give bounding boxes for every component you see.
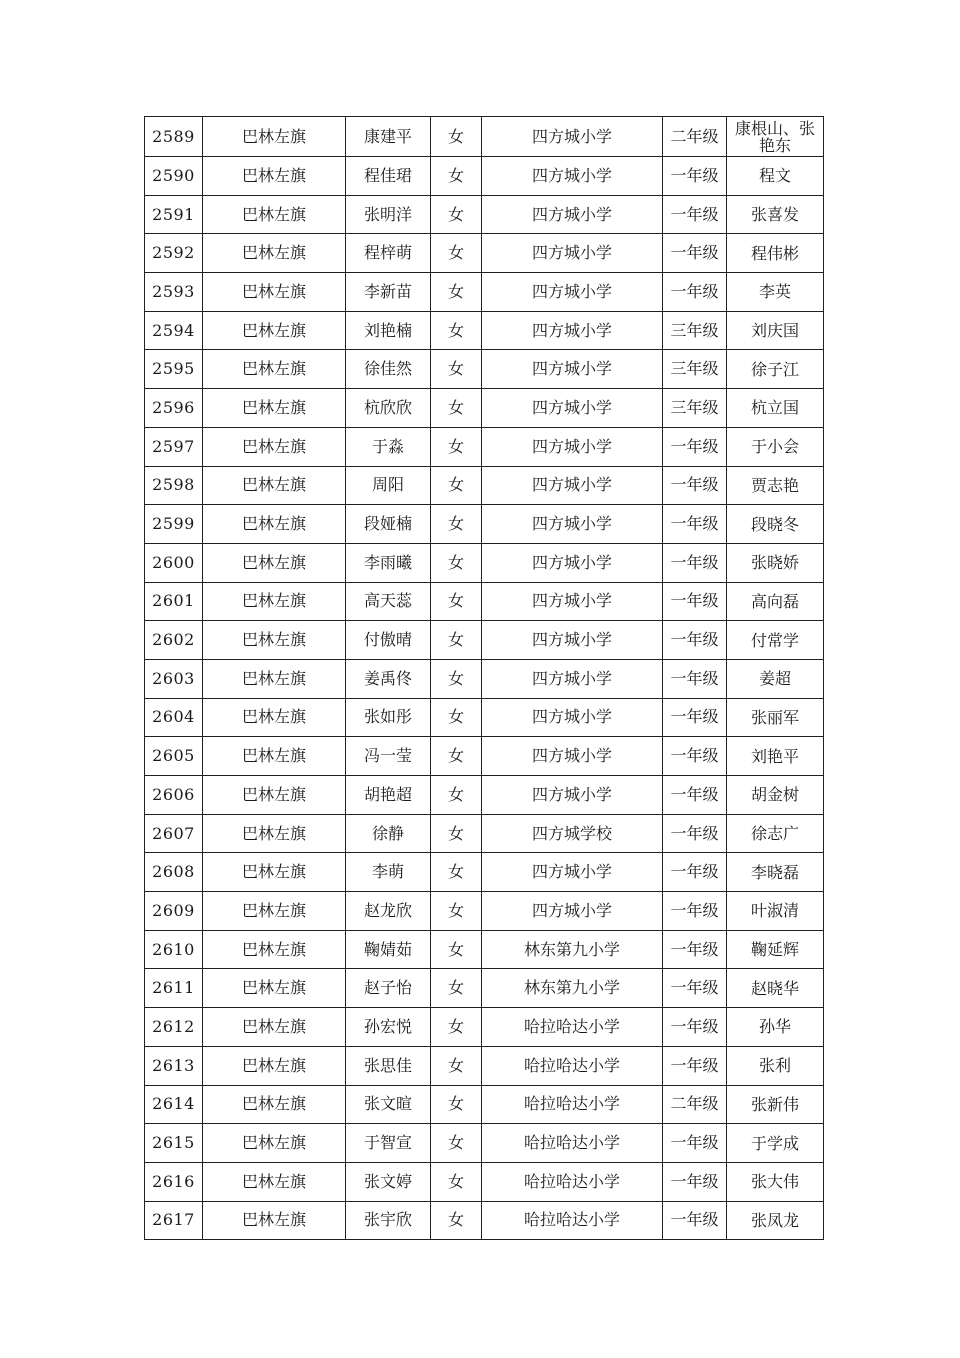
cell-parent-name: 付常学: [727, 621, 824, 660]
cell-grade: 一年级: [663, 853, 727, 892]
cell-region: 巴林左旗: [203, 1085, 346, 1124]
cell-school: 哈拉哈达小学: [482, 1046, 663, 1085]
cell-number: 2617: [145, 1201, 203, 1240]
cell-parent-name: 张晓娇: [727, 543, 824, 582]
table-row: [145, 311, 824, 350]
cell-gender: 女: [431, 1085, 482, 1124]
cell-gender: 女: [431, 582, 482, 621]
cell-number: 2603: [145, 659, 203, 698]
table-row: [145, 466, 824, 505]
cell-school: 四方城小学: [482, 737, 663, 776]
cell-number: 2609: [145, 892, 203, 931]
cell-school: 四方城小学: [482, 698, 663, 737]
cell-student-name: 段娅楠: [346, 505, 431, 544]
cell-school: 哈拉哈达小学: [482, 1008, 663, 1047]
cell-region: 巴林左旗: [203, 505, 346, 544]
cell-number: 2616: [145, 1162, 203, 1201]
cell-school: 哈拉哈达小学: [482, 1201, 663, 1240]
cell-region: 巴林左旗: [203, 892, 346, 931]
cell-school: 四方城小学: [482, 389, 663, 428]
table-row: [145, 1201, 824, 1240]
cell-number: 2612: [145, 1008, 203, 1047]
cell-grade: 一年级: [663, 621, 727, 660]
cell-number: 2610: [145, 930, 203, 969]
cell-school: 四方城小学: [482, 273, 663, 312]
cell-school: 哈拉哈达小学: [482, 1124, 663, 1163]
cell-parent-name: 孙华: [727, 1008, 824, 1047]
cell-gender: 女: [431, 543, 482, 582]
cell-grade: 一年级: [663, 814, 727, 853]
table-row: [145, 117, 824, 157]
cell-parent-name: 张大伟: [727, 1162, 824, 1201]
cell-student-name: 孙宏悦: [346, 1008, 431, 1047]
cell-grade: 三年级: [663, 350, 727, 389]
cell-parent-name: 段晓冬: [727, 505, 824, 544]
cell-student-name: 姜禹佟: [346, 659, 431, 698]
table-row: [145, 930, 824, 969]
cell-region: 巴林左旗: [203, 853, 346, 892]
cell-number: 2600: [145, 543, 203, 582]
cell-parent-name: 李晓磊: [727, 853, 824, 892]
cell-student-name: 张明洋: [346, 195, 431, 234]
cell-gender: 女: [431, 659, 482, 698]
table-row: [145, 505, 824, 544]
cell-parent-name: 贾志艳: [727, 466, 824, 505]
cell-school: 四方城小学: [482, 350, 663, 389]
cell-school: 四方城小学: [482, 543, 663, 582]
cell-parent-name: 程伟彬: [727, 234, 824, 273]
cell-student-name: 杭欣欣: [346, 389, 431, 428]
cell-grade: 一年级: [663, 1201, 727, 1240]
cell-parent-name: 赵晓华: [727, 969, 824, 1008]
cell-region: 巴林左旗: [203, 969, 346, 1008]
cell-gender: 女: [431, 1124, 482, 1163]
cell-gender: 女: [431, 195, 482, 234]
cell-region: 巴林左旗: [203, 157, 346, 196]
cell-parent-name: 康根山、张艳东: [727, 117, 824, 157]
cell-student-name: 康建平: [346, 117, 431, 157]
cell-school: 四方城小学: [482, 659, 663, 698]
cell-school: 四方城小学: [482, 505, 663, 544]
cell-number: 2615: [145, 1124, 203, 1163]
cell-grade: 一年级: [663, 1124, 727, 1163]
cell-gender: 女: [431, 737, 482, 776]
cell-parent-name: 张新伟: [727, 1085, 824, 1124]
cell-parent-name: 叶淑清: [727, 892, 824, 931]
table-row: [145, 389, 824, 428]
cell-student-name: 付傲晴: [346, 621, 431, 660]
cell-gender: 女: [431, 698, 482, 737]
cell-parent-name: 李英: [727, 273, 824, 312]
table-row: [145, 427, 824, 466]
cell-region: 巴林左旗: [203, 582, 346, 621]
cell-parent-name: 刘庆国: [727, 311, 824, 350]
cell-student-name: 鞠婧茹: [346, 930, 431, 969]
cell-number: 2604: [145, 698, 203, 737]
table-row: [145, 234, 824, 273]
cell-grade: 一年级: [663, 698, 727, 737]
cell-parent-name: 姜超: [727, 659, 824, 698]
cell-grade: 一年级: [663, 1008, 727, 1047]
cell-school: 四方城小学: [482, 234, 663, 273]
cell-number: 2611: [145, 969, 203, 1008]
cell-region: 巴林左旗: [203, 234, 346, 273]
cell-region: 巴林左旗: [203, 427, 346, 466]
cell-gender: 女: [431, 234, 482, 273]
cell-parent-name: 于学成: [727, 1124, 824, 1163]
cell-number: 2597: [145, 427, 203, 466]
cell-student-name: 徐静: [346, 814, 431, 853]
cell-number: 2605: [145, 737, 203, 776]
cell-gender: 女: [431, 1201, 482, 1240]
cell-student-name: 张宇欣: [346, 1201, 431, 1240]
cell-student-name: 张文婷: [346, 1162, 431, 1201]
cell-school: 四方城小学: [482, 427, 663, 466]
cell-region: 巴林左旗: [203, 814, 346, 853]
cell-parent-name: 张喜发: [727, 195, 824, 234]
cell-parent-name: 杭立国: [727, 389, 824, 428]
table-row: [145, 814, 824, 853]
table-row: [145, 1008, 824, 1047]
cell-region: 巴林左旗: [203, 195, 346, 234]
cell-grade: 一年级: [663, 157, 727, 196]
cell-grade: 一年级: [663, 659, 727, 698]
table-row: [145, 543, 824, 582]
table-row: [145, 350, 824, 389]
table-row: [145, 892, 824, 931]
cell-school: 四方城小学: [482, 776, 663, 815]
cell-grade: 二年级: [663, 1085, 727, 1124]
cell-region: 巴林左旗: [203, 311, 346, 350]
cell-parent-name: 胡金树: [727, 776, 824, 815]
cell-gender: 女: [431, 505, 482, 544]
cell-gender: 女: [431, 389, 482, 428]
cell-student-name: 于淼: [346, 427, 431, 466]
table-row: [145, 621, 824, 660]
cell-parent-name: 张凤龙: [727, 1201, 824, 1240]
table-row: [145, 659, 824, 698]
cell-school: 四方城小学: [482, 892, 663, 931]
cell-gender: 女: [431, 1162, 482, 1201]
cell-gender: 女: [431, 814, 482, 853]
cell-number: 2592: [145, 234, 203, 273]
cell-grade: 一年级: [663, 930, 727, 969]
cell-grade: 一年级: [663, 273, 727, 312]
roster-table: [144, 116, 824, 1240]
cell-gender: 女: [431, 1008, 482, 1047]
cell-gender: 女: [431, 930, 482, 969]
cell-gender: 女: [431, 273, 482, 312]
cell-region: 巴林左旗: [203, 776, 346, 815]
cell-student-name: 李萌: [346, 853, 431, 892]
cell-number: 2601: [145, 582, 203, 621]
table-row: [145, 1085, 824, 1124]
cell-school: 四方城小学: [482, 582, 663, 621]
cell-region: 巴林左旗: [203, 1008, 346, 1047]
cell-school: 四方城小学: [482, 621, 663, 660]
cell-grade: 一年级: [663, 505, 727, 544]
cell-school: 四方城小学: [482, 466, 663, 505]
cell-student-name: 周阳: [346, 466, 431, 505]
table-row: [145, 273, 824, 312]
cell-student-name: 李新苗: [346, 273, 431, 312]
table-row: [145, 853, 824, 892]
cell-number: 2593: [145, 273, 203, 312]
table-row: [145, 1046, 824, 1085]
table-row: [145, 582, 824, 621]
cell-student-name: 徐佳然: [346, 350, 431, 389]
cell-school: 哈拉哈达小学: [482, 1085, 663, 1124]
table-row: [145, 698, 824, 737]
cell-student-name: 张思佳: [346, 1046, 431, 1085]
cell-gender: 女: [431, 157, 482, 196]
cell-grade: 一年级: [663, 582, 727, 621]
cell-region: 巴林左旗: [203, 273, 346, 312]
cell-number: 2614: [145, 1085, 203, 1124]
cell-parent-name: 刘艳平: [727, 737, 824, 776]
cell-region: 巴林左旗: [203, 737, 346, 776]
roster-table-body: [145, 117, 824, 1240]
cell-student-name: 冯一莹: [346, 737, 431, 776]
cell-number: 2598: [145, 466, 203, 505]
cell-number: 2595: [145, 350, 203, 389]
cell-grade: 一年级: [663, 892, 727, 931]
table-row: [145, 969, 824, 1008]
cell-gender: 女: [431, 350, 482, 389]
table-row: [145, 737, 824, 776]
cell-region: 巴林左旗: [203, 543, 346, 582]
cell-grade: 一年级: [663, 1162, 727, 1201]
cell-region: 巴林左旗: [203, 350, 346, 389]
cell-grade: 一年级: [663, 776, 727, 815]
cell-number: 2602: [145, 621, 203, 660]
cell-region: 巴林左旗: [203, 1124, 346, 1163]
cell-region: 巴林左旗: [203, 1162, 346, 1201]
cell-number: 2613: [145, 1046, 203, 1085]
cell-grade: 一年级: [663, 195, 727, 234]
cell-gender: 女: [431, 311, 482, 350]
cell-student-name: 李雨曦: [346, 543, 431, 582]
cell-grade: 一年级: [663, 427, 727, 466]
cell-region: 巴林左旗: [203, 466, 346, 505]
cell-parent-name: 徐子江: [727, 350, 824, 389]
cell-gender: 女: [431, 117, 482, 157]
cell-school: 四方城小学: [482, 117, 663, 157]
cell-parent-name: 高向磊: [727, 582, 824, 621]
cell-number: 2596: [145, 389, 203, 428]
cell-parent-name: 鞠延辉: [727, 930, 824, 969]
table-row: [145, 195, 824, 234]
cell-grade: 一年级: [663, 737, 727, 776]
cell-number: 2594: [145, 311, 203, 350]
cell-region: 巴林左旗: [203, 389, 346, 428]
cell-parent-name: 张丽军: [727, 698, 824, 737]
cell-grade: 三年级: [663, 389, 727, 428]
cell-student-name: 张文暄: [346, 1085, 431, 1124]
cell-school: 四方城小学: [482, 195, 663, 234]
table-row: [145, 1162, 824, 1201]
cell-number: 2607: [145, 814, 203, 853]
cell-student-name: 刘艳楠: [346, 311, 431, 350]
cell-school: 四方城小学: [482, 157, 663, 196]
cell-gender: 女: [431, 892, 482, 931]
cell-student-name: 程佳珺: [346, 157, 431, 196]
cell-region: 巴林左旗: [203, 1201, 346, 1240]
cell-region: 巴林左旗: [203, 930, 346, 969]
cell-student-name: 于智宣: [346, 1124, 431, 1163]
cell-number: 2591: [145, 195, 203, 234]
cell-grade: 一年级: [663, 969, 727, 1008]
cell-parent-name: 程文: [727, 157, 824, 196]
cell-gender: 女: [431, 853, 482, 892]
cell-region: 巴林左旗: [203, 1046, 346, 1085]
cell-gender: 女: [431, 1046, 482, 1085]
cell-region: 巴林左旗: [203, 698, 346, 737]
cell-student-name: 赵龙欣: [346, 892, 431, 931]
cell-region: 巴林左旗: [203, 117, 346, 157]
cell-number: 2599: [145, 505, 203, 544]
cell-school: 四方城学校: [482, 814, 663, 853]
cell-student-name: 高天蕊: [346, 582, 431, 621]
table-row: [145, 157, 824, 196]
cell-school: 林东第九小学: [482, 930, 663, 969]
cell-parent-name: 张利: [727, 1046, 824, 1085]
cell-student-name: 程梓萌: [346, 234, 431, 273]
cell-school: 四方城小学: [482, 311, 663, 350]
cell-parent-name: 徐志广: [727, 814, 824, 853]
cell-number: 2589: [145, 117, 203, 157]
cell-region: 巴林左旗: [203, 621, 346, 660]
cell-grade: 一年级: [663, 234, 727, 273]
cell-parent-name: 于小会: [727, 427, 824, 466]
table-row: [145, 1124, 824, 1163]
cell-region: 巴林左旗: [203, 659, 346, 698]
cell-number: 2590: [145, 157, 203, 196]
cell-grade: 一年级: [663, 1046, 727, 1085]
cell-grade: 三年级: [663, 311, 727, 350]
cell-grade: 二年级: [663, 117, 727, 157]
cell-school: 林东第九小学: [482, 969, 663, 1008]
cell-gender: 女: [431, 427, 482, 466]
cell-gender: 女: [431, 466, 482, 505]
cell-grade: 一年级: [663, 466, 727, 505]
cell-school: 四方城小学: [482, 853, 663, 892]
table-row: [145, 776, 824, 815]
cell-number: 2606: [145, 776, 203, 815]
cell-gender: 女: [431, 776, 482, 815]
cell-student-name: 赵子怡: [346, 969, 431, 1008]
cell-gender: 女: [431, 969, 482, 1008]
cell-number: 2608: [145, 853, 203, 892]
cell-school: 哈拉哈达小学: [482, 1162, 663, 1201]
cell-student-name: 张如彤: [346, 698, 431, 737]
cell-grade: 一年级: [663, 543, 727, 582]
cell-student-name: 胡艳超: [346, 776, 431, 815]
cell-gender: 女: [431, 621, 482, 660]
